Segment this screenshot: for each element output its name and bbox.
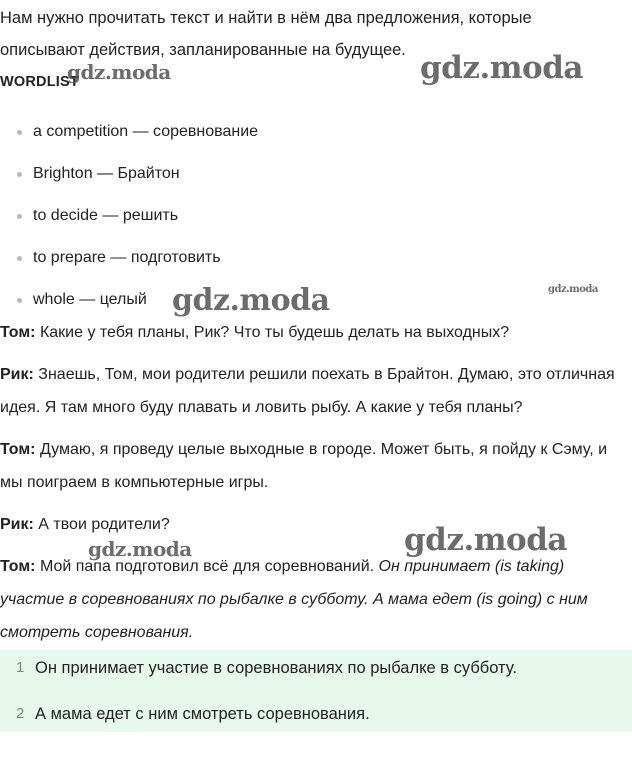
wordlist-title: WORDLIST (0, 74, 79, 90)
bullet-icon (17, 298, 22, 303)
answer-number: 1 (16, 659, 25, 676)
bullet-icon (17, 130, 22, 135)
list-item (0, 155, 258, 197)
bullet-icon (17, 172, 22, 177)
speaker-name: Том: (0, 441, 36, 458)
dialog-text: Думаю, я проведу целые выходные в городе. Может быть, я пойду к Сэму, и мы поиграем в компьютерные игры. (0, 441, 608, 491)
list-item (0, 197, 258, 239)
list-item (0, 113, 258, 155)
wordlist-item-text: a competition — соревнование (33, 123, 259, 140)
watermark: gdz.moda (548, 284, 598, 295)
answers-box (0, 650, 632, 732)
bullet-icon (17, 214, 22, 219)
dialog-line (0, 433, 630, 499)
speaker-name: Рик: (0, 366, 34, 383)
dialog-line (0, 316, 630, 349)
dialog-text: Знаешь, Том, мои родители решили поехать в Брайтон. Думаю, это отличная идея. Я там много буду плавать и ловить рыбу. А какие у тебя планы? (0, 366, 615, 416)
speaker-name: Рик: (0, 516, 34, 533)
dialog-line (0, 358, 630, 424)
watermark: gdz.moda (404, 522, 567, 558)
watermark: gdz.moda (420, 50, 583, 86)
answer-text: Он принимает участие в соревнованиях по рыбалке в субботу. (35, 659, 517, 677)
wordlist-item-text: to prepare — подготовить (33, 249, 221, 266)
dialog-text: Мой папа подготовил всё для соревнований. (35, 558, 379, 575)
wordlist-item-text: whole — целый (33, 291, 147, 308)
answer-number: 2 (16, 705, 25, 722)
watermark: gdz.moda (67, 60, 171, 84)
wordlist-item-text: Brighton — Брайтон (33, 165, 180, 182)
dialog-text: Какие у тебя планы, Рик? Что ты будешь делать на выходных? (35, 324, 510, 341)
dialog-text: А твои родители? (33, 516, 170, 533)
answer-item (0, 694, 632, 734)
watermark: gdz.moda (172, 283, 330, 318)
bullet-icon (17, 256, 22, 261)
wordlist-item-text: to decide — решить (33, 207, 179, 224)
speaker-name: Том: (0, 324, 36, 341)
answer-text: А мама едет с ним смотреть соревнования. (35, 705, 370, 723)
dialog-line (0, 550, 630, 649)
dialog-emphasis: Он принимает (is taking) участие в соревнованиях по рыбалке в субботу. А мама едет (is going) с ним смотреть соревнования. (0, 558, 588, 641)
answer-item (0, 648, 632, 688)
intro-text: Нам нужно прочитать текст и найти в нём два предложения, которые описывают действия, запланированные на будущее. (0, 9, 532, 59)
watermark: gdz.moda (88, 537, 192, 561)
speaker-name: Том: (0, 558, 36, 575)
list-item (0, 239, 258, 281)
